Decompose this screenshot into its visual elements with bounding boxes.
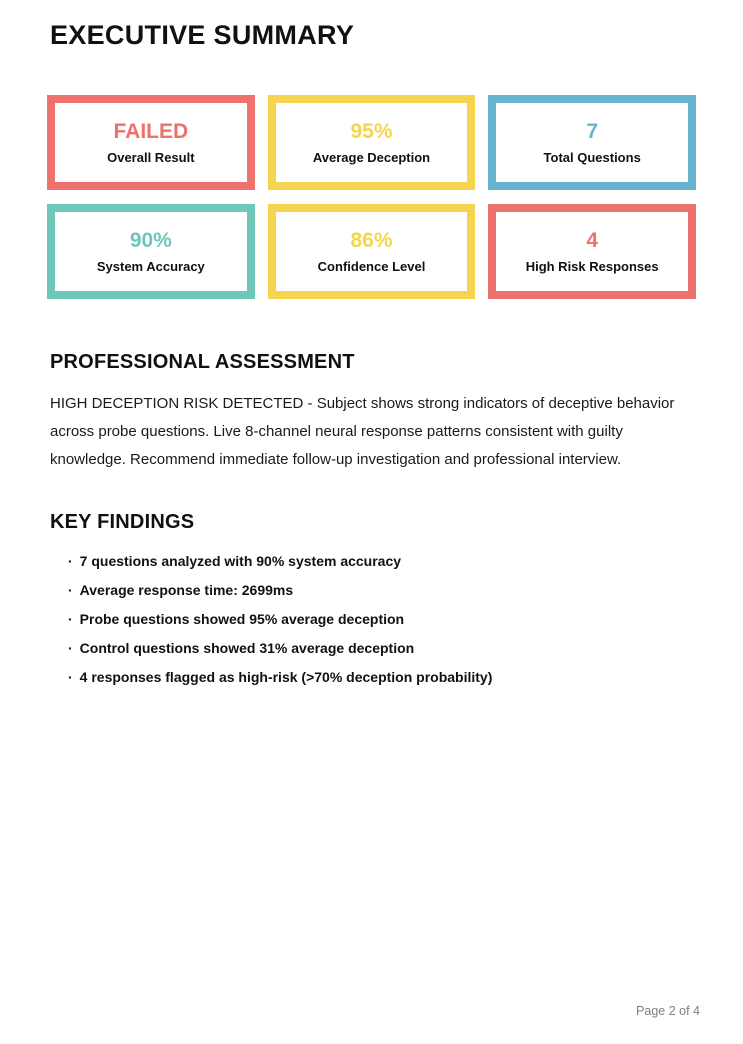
key-finding-item — [68, 641, 696, 655]
professional-assessment-heading: PROFESSIONAL ASSESSMENT — [50, 351, 355, 373]
bullet-icon: · — [68, 640, 73, 656]
summary-stats-grid — [47, 95, 696, 299]
finding-text: Control questions showed 31% average deception — [79, 640, 415, 656]
bullet-icon: · — [68, 611, 73, 627]
stat-label: Average Deception — [312, 150, 431, 165]
page-title: EXECUTIVE SUMMARY — [50, 20, 355, 50]
stat-card-average-deception — [268, 95, 476, 190]
stat-value: FAILED — [113, 120, 189, 143]
stat-label: System Accuracy — [96, 259, 205, 274]
stat-card-confidence-level — [268, 204, 476, 299]
professional-assessment-text: HIGH DECEPTION RISK DETECTED - Subject shows strong indicators of deceptive behavior across probe questions. Live 8-channel neural response patterns consistent with guilty knowledge. Recommend immediate follow-up investigation and professional interview. — [50, 395, 675, 468]
key-finding-item — [68, 554, 696, 568]
key-findings-heading: KEY FINDINGS — [50, 511, 195, 533]
bullet-icon: · — [68, 553, 73, 569]
stat-label: Overall Result — [107, 150, 195, 165]
key-finding-item — [68, 612, 696, 626]
stat-value: 86% — [350, 229, 393, 252]
finding-text: Probe questions showed 95% average deception — [79, 611, 405, 627]
key-findings-list — [68, 554, 696, 684]
bullet-icon: · — [68, 669, 73, 685]
finding-text: 4 responses flagged as high-risk (>70% deception probability) — [79, 669, 493, 685]
stat-value: 4 — [586, 229, 598, 252]
key-finding-item — [68, 670, 696, 684]
key-finding-item — [68, 583, 696, 597]
stat-card-total-questions — [488, 95, 696, 190]
stat-label: Total Questions — [543, 150, 641, 165]
stat-label: High Risk Responses — [525, 259, 659, 274]
bullet-icon: · — [68, 582, 73, 598]
stat-value: 95% — [350, 120, 393, 143]
finding-text: Average response time: 2699ms — [79, 582, 294, 598]
stat-value: 7 — [586, 120, 598, 143]
stat-value: 90% — [129, 229, 172, 252]
stat-label: Confidence Level — [317, 259, 426, 274]
finding-text: 7 questions analyzed with 90% system accuracy — [79, 553, 402, 569]
stat-card-high-risk-responses — [488, 204, 696, 299]
page-number: Page 2 of 4 — [636, 1004, 700, 1018]
stat-card-overall-result — [47, 95, 255, 190]
stat-card-system-accuracy — [47, 204, 255, 299]
